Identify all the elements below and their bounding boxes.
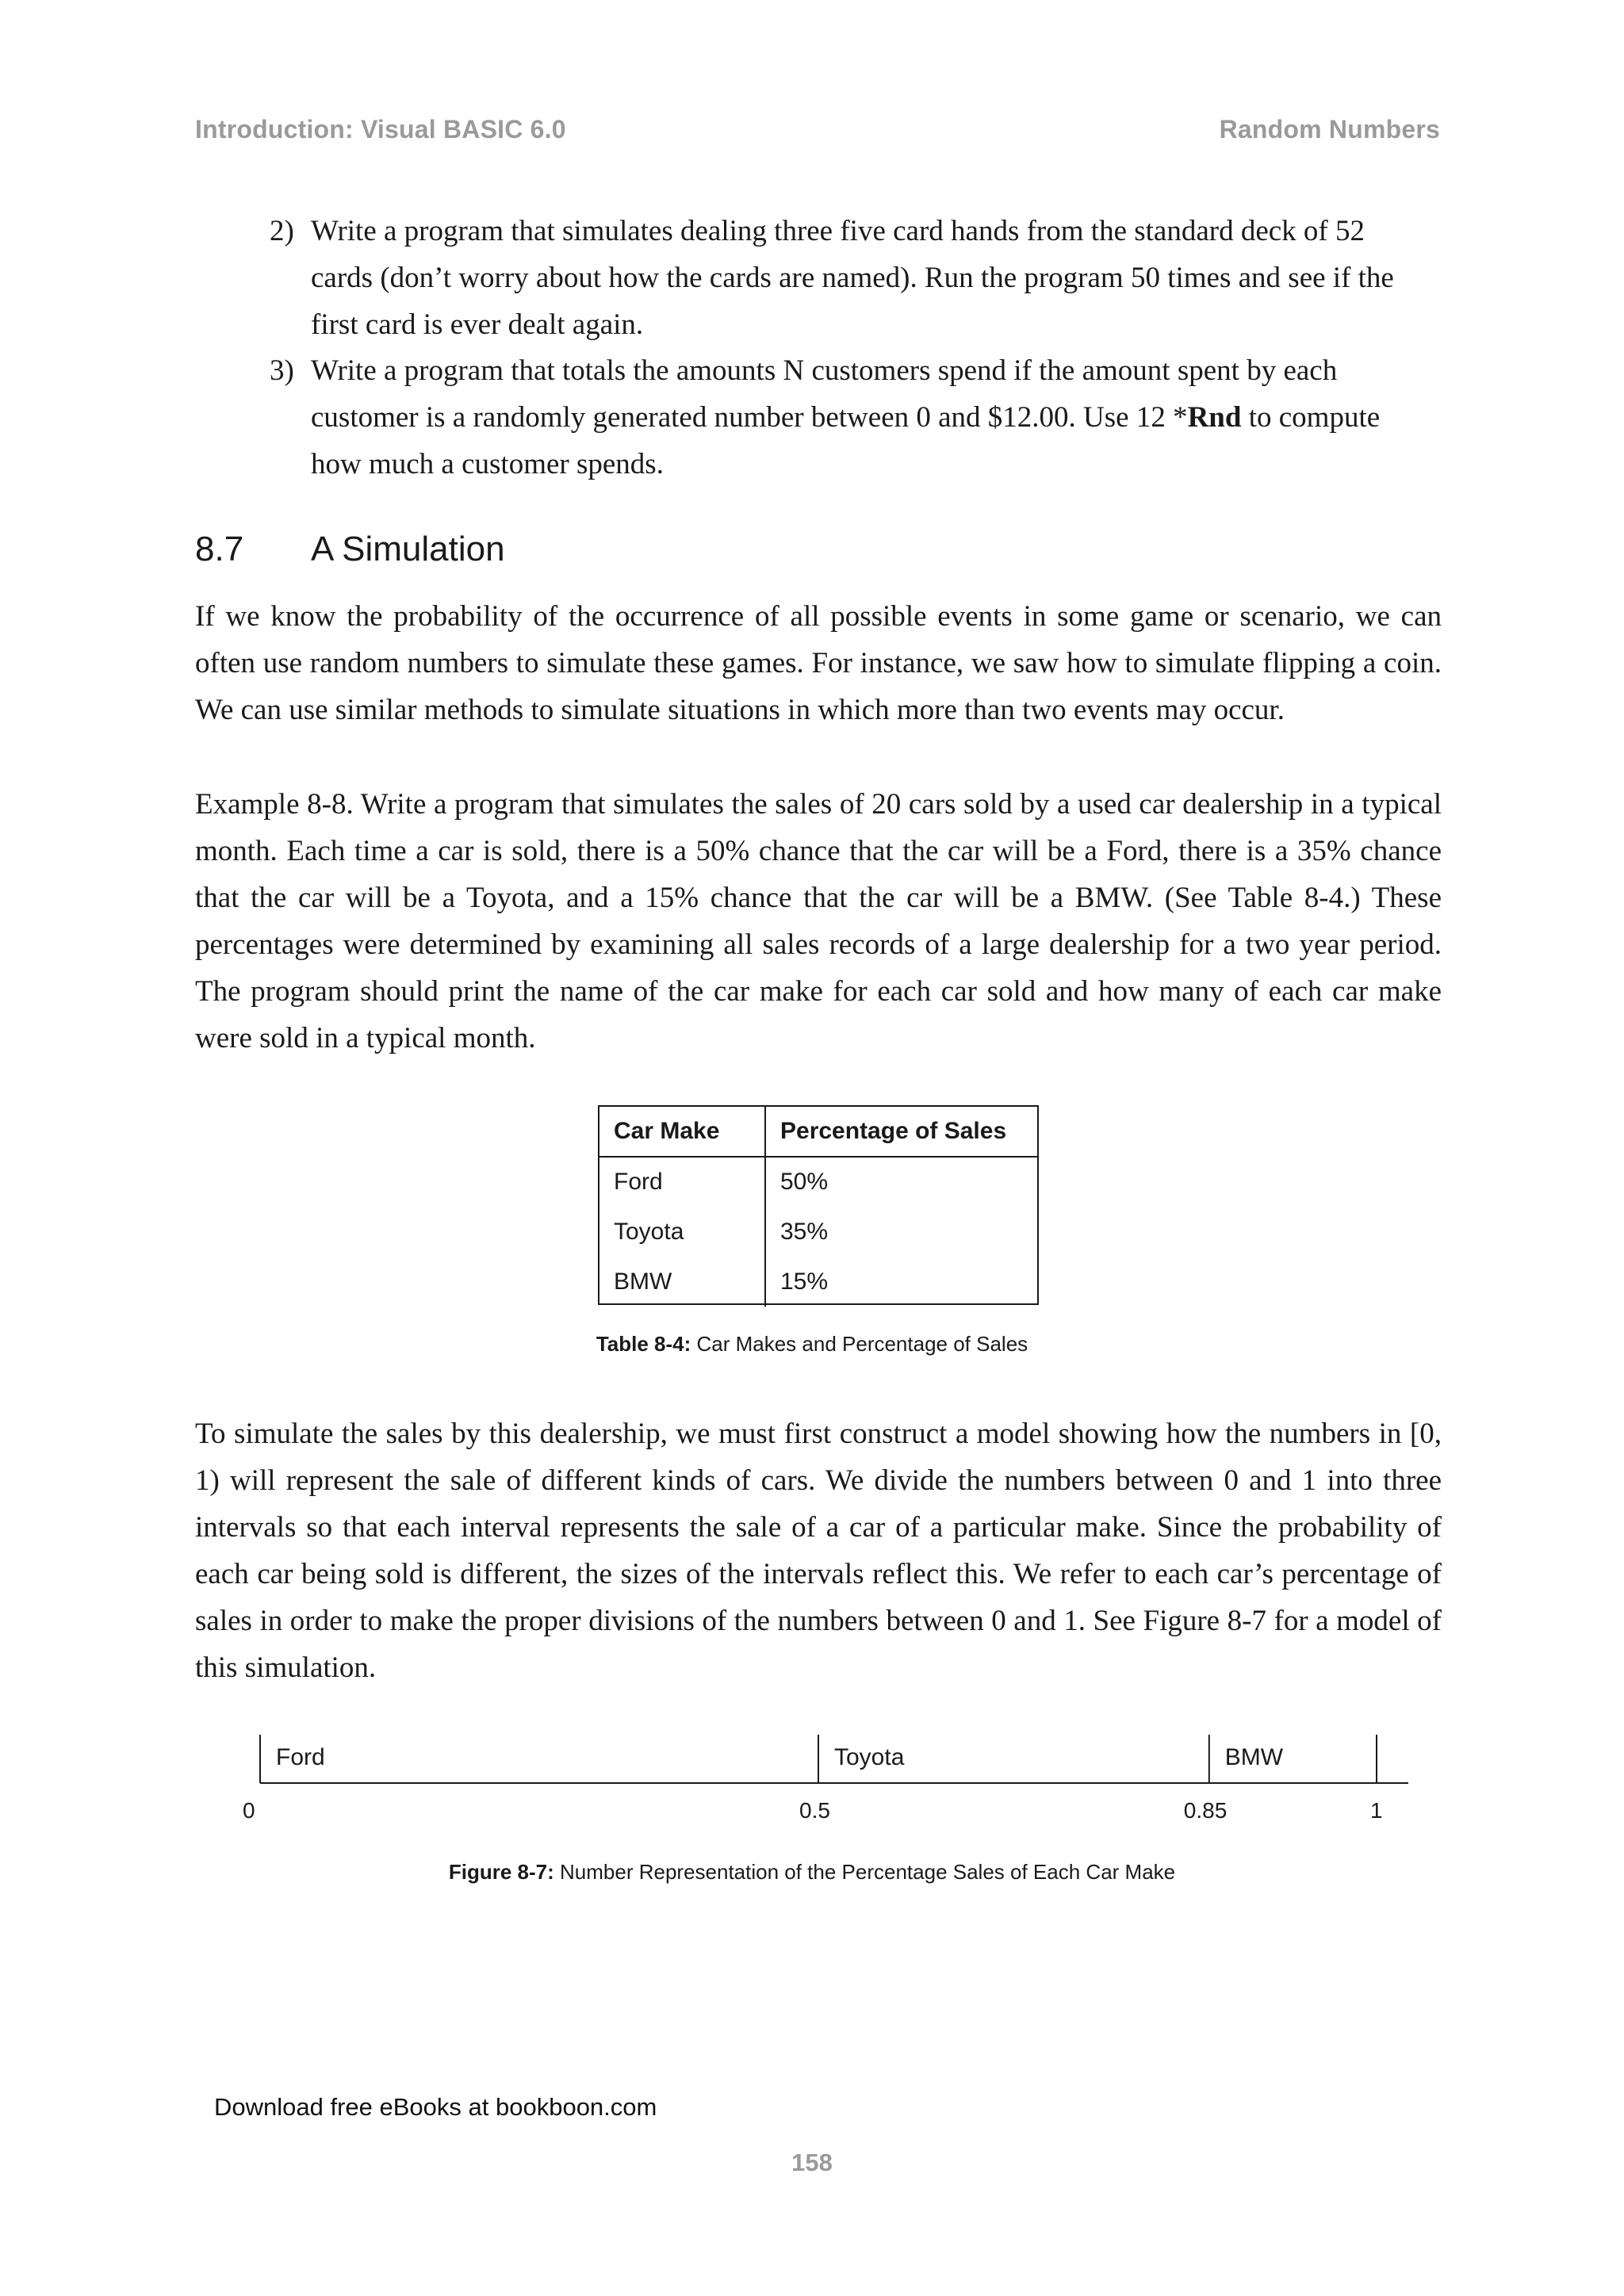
- footer-download-link[interactable]: Download free eBooks at bookboon.com: [214, 2093, 657, 2121]
- running-header-left: Introduction: Visual BASIC 6.0: [195, 115, 566, 144]
- paragraph-intro: If we know the probability of the occurrence of all possible events in some game or scenario, we can often use random numbers to simulate these games. For instance, we saw how to simulate flipping a coin. We can use similar methods to simulate situations in which more than two events may occur.: [195, 600, 1442, 726]
- section-number: 8.7: [195, 530, 244, 568]
- tick-label: 0.5: [799, 1798, 830, 1823]
- table-header-cell: Car Make: [599, 1107, 765, 1157]
- tick-label: 0.85: [1183, 1798, 1228, 1823]
- tick-label: 1: [1370, 1798, 1383, 1823]
- exercise-item: [270, 208, 1427, 348]
- exercise-text: Write a program that simulates dealing three five card hands from the standard deck of 52 cards (don’t worry about how the cards are named). Run the program 50 times and see if the first card is ever dealt again.: [311, 215, 1394, 341]
- table-cell: 15%: [780, 1268, 829, 1295]
- table-caption: Table 8-4: Car Makes and Percentage of Sales: [596, 1332, 1028, 1356]
- table-header-row: [599, 1107, 1037, 1157]
- table-cell: 35%: [780, 1218, 829, 1245]
- exercise-text: Write a program that totals the amounts N customers spend if the amount spent by each customer is a randomly generated number between 0 and $12.00. Use 12 *Rnd to compute how much a customer spends.: [311, 354, 1381, 480]
- exercise-number: 3): [270, 354, 294, 387]
- car-sales-table: [598, 1105, 1039, 1305]
- paragraph-example: Example 8-8. Write a program that simulates the sales of 20 cars sold by a used car dealership in a typical month. Each time a car is sold, there is a 50% chance that the car will be a Ford, there is a 35% chance that the car will be a Toyota, and a 15% chance that the car will be a BMW. (See Table 8-4.) These percentages were determined by examining all sales records of a large dealership for a two year period. The program should print the name of the car make for each car sold and how many of each car make were sold in a typical month.: [195, 788, 1442, 1054]
- table-row: [599, 1257, 1037, 1307]
- segment-label-bmw: BMW: [1224, 1744, 1284, 1770]
- table-cell: BMW: [599, 1257, 765, 1307]
- table-cell: Ford: [599, 1157, 765, 1207]
- segment-label-ford: Ford: [276, 1744, 325, 1770]
- paragraph-model: To simulate the sales by this dealership, we must first construct a model showing how the numbers in [0, 1) will represent the sale of different kinds of cars. We divide the numbers between 0 and 1 into three intervals so that each interval represents the sale of a car of a particular make. Since the probability of each car being sold is different, the sizes of the intervals reflect this. We refer to each car’s percentage of sales in order to make the proper divisions of the numbers between 0 and 1. See Figure 8-7 for a model of this simulation.: [195, 1418, 1442, 1684]
- table-header-cell: Percentage of Sales: [765, 1107, 1037, 1157]
- tick-label: 0: [243, 1798, 255, 1823]
- exercise-item: [270, 347, 1427, 488]
- figure-caption: Figure 8-7: Number Representation of the Percentage Sales of Each Car Make: [448, 1860, 1176, 1884]
- table-row: [599, 1207, 1037, 1257]
- table-cell: 50%: [780, 1169, 829, 1195]
- exercise-number: 2): [270, 215, 294, 247]
- segment-label-toyota: Toyota: [834, 1744, 905, 1770]
- rnd-keyword: Rnd: [1187, 401, 1242, 434]
- running-header-right: Random Numbers: [1219, 115, 1440, 144]
- page-number: 158: [791, 2149, 833, 2176]
- table-row: [599, 1157, 1037, 1207]
- table-cell: Toyota: [599, 1207, 765, 1257]
- section-title: A Simulation: [311, 530, 505, 568]
